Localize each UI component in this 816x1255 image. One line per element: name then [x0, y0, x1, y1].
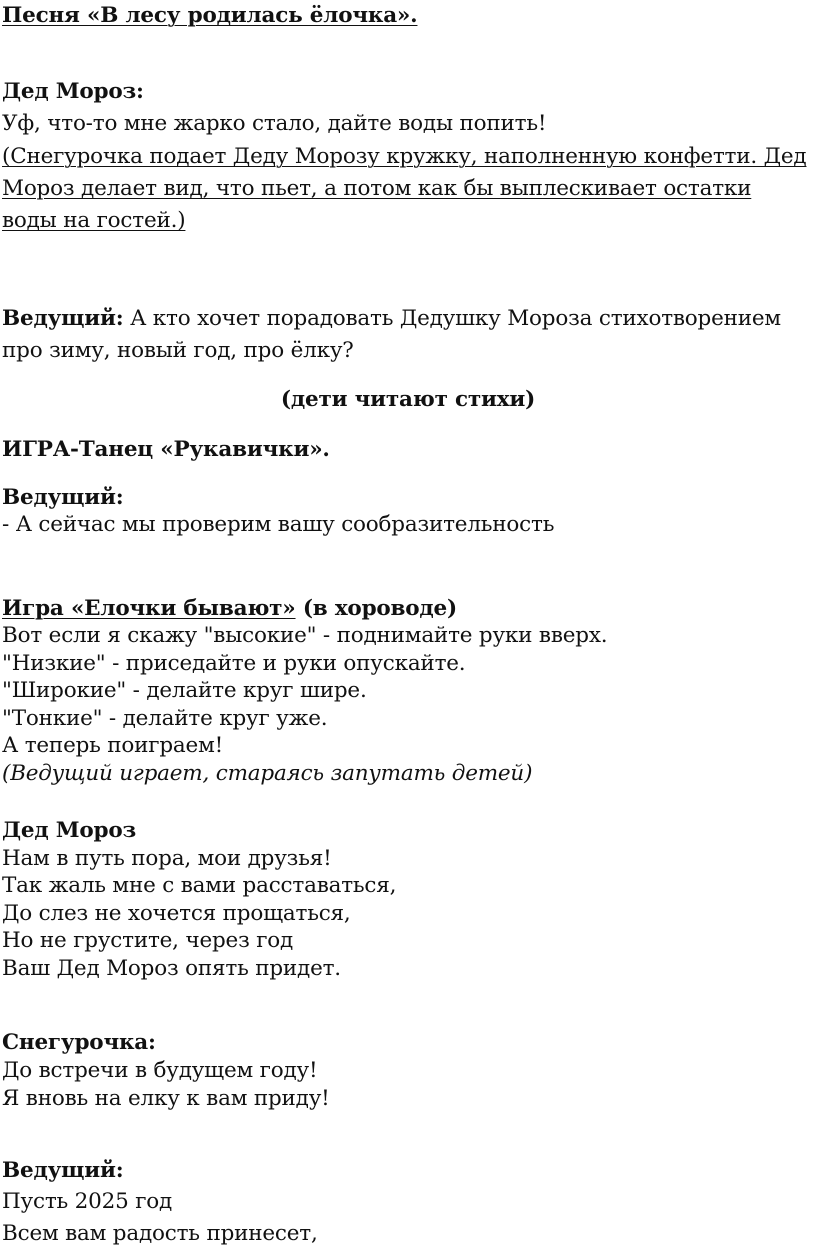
speaker-snegurochka: Снегурочка: [2, 1030, 156, 1055]
farewell-line-3: До слез не хочется прощаться, [2, 901, 351, 926]
game-line-1: Вот если я скажу "высокие" - поднимайте руки вверх. [2, 623, 608, 648]
vedushchiy-line-3: - А сейчас мы проверим вашу сообразительность [2, 512, 555, 537]
stage-direction-line-2: Мороз делает вид, что пьет, а потом как бы выплескивает остатки [2, 176, 752, 201]
new-year-line-2: Всем вам радость принесет, [2, 1221, 318, 1246]
game-elochki-title-underlined: Игра «Елочки бывают» [2, 596, 296, 621]
snegurochka-line-2: Я вновь на елку к вам приду! [2, 1086, 330, 1111]
speaker-vedushchiy-3: Ведущий: [2, 1158, 124, 1183]
speaker-vedushchiy-2: Ведущий: [2, 485, 124, 510]
vedushchiy-line-2: про зиму, новый год, про ёлку? [2, 338, 354, 363]
farewell-line-2: Так жаль мне с вами расставаться, [2, 873, 397, 898]
farewell-line-4: Но не грустите, через год [2, 928, 294, 953]
game-elochki-title-rest: (в хороводе) [295, 596, 458, 621]
vedushchiy-line-1: А кто хочет порадовать Дедушку Мороза стихотворением [123, 306, 781, 331]
vedushchiy-paragraph-1 [2, 305, 781, 333]
ded-moroz-line: Уф, что-то мне жарко стало, дайте воды попить! [2, 111, 547, 136]
game-dance-title: ИГРА-Танец «Рукавички». [2, 437, 330, 462]
new-year-line-1: Пусть 2025 год [2, 1189, 173, 1214]
speaker-ded-moroz-2: Дед Мороз [2, 818, 137, 843]
game-line-4: "Тонкие" - делайте круг уже. [2, 706, 328, 731]
snegurochka-line-1: До встречи в будущем году! [2, 1058, 318, 1083]
farewell-line-1: Нам в путь пора, мои друзья! [2, 846, 332, 871]
speaker-vedushchiy-1: Ведущий: [2, 306, 124, 331]
stage-direction-line-1: (Снегурочка подает Деду Морозу кружку, наполненную конфетти. Дед [2, 144, 807, 169]
game-line-3: "Широкие" - делайте круг шире. [2, 678, 367, 703]
children-read-poems-note: (дети читают стихи) [280, 387, 536, 412]
stage-direction-line-3: воды на гостей.) [2, 208, 186, 233]
speaker-ded-moroz-1: Дед Мороз: [2, 79, 144, 104]
game-line-5: А теперь поиграем! [2, 733, 224, 758]
song-title: Песня «В лесу родилась ёлочка». [2, 3, 418, 28]
game-elochki-title [2, 595, 457, 623]
farewell-line-5: Ваш Дед Мороз опять придет. [2, 956, 341, 981]
game-italic-note: (Ведущий играет, стараясь запутать детей) [2, 761, 533, 786]
game-line-2: "Низкие" - приседайте и руки опускайте. [2, 651, 466, 676]
